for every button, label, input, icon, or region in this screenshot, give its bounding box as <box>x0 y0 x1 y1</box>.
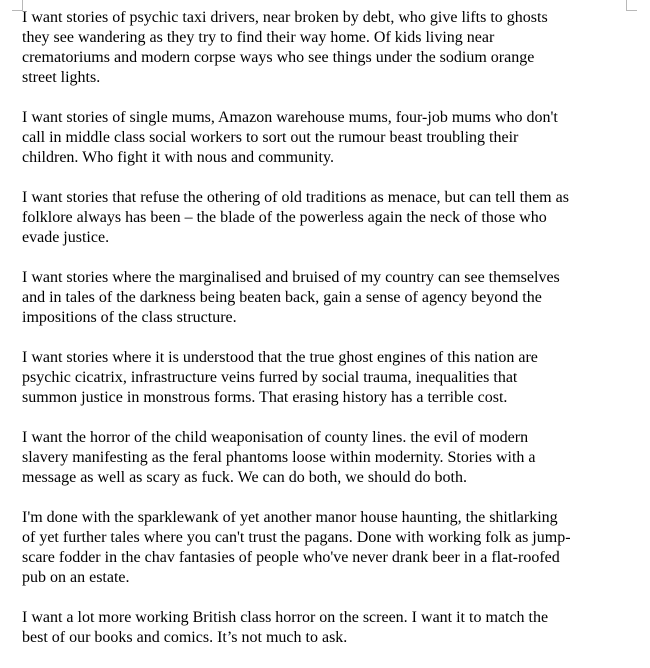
paragraph-1: I want stories of psychic taxi drivers, near broken by debt, who give lifts to ghosts they see wandering as they try to find their way home. Of kids living near crematoriums and modern corpse ways who see things under the sodium orange street lights. <box>22 9 548 86</box>
paragraph-4: I want stories where the marginalised and bruised of my country can see themselves and in tales of the darkness being beaten back, gain a sense of agency beyond the impositions of the class structure. <box>22 269 560 326</box>
paragraph-5: I want stories where it is understood that the true ghost engines of this nation are psychic cicatrix, infrastructure veins furred by social trauma, inequalities that summon justice in monstrous forms. That erasing history has a terrible cost. <box>22 349 538 406</box>
paragraph-6: I want the horror of the child weaponisation of county lines. the evil of modern slavery manifesting as the feral phantoms loose within modernity. Stories with a message as well as scary as fuck. We can do both, we should do both. <box>22 429 536 486</box>
paragraph-8: I want a lot more working British class horror on the screen. I want it to match the best of our books and comics. It’s not much to ask. <box>22 609 549 646</box>
document-body[interactable] <box>22 8 632 648</box>
paragraph-2: I want stories of single mums, Amazon warehouse mums, four-job mums who don't call in middle class social workers to sort out the rumour beast troubling their children. Who fight it with nous and community. <box>22 109 558 166</box>
paragraph-3: I want stories that refuse the othering of old traditions as menace, but can tell them as folklore always has been – the blade of the powerless again the neck of those who evade justice. <box>22 189 569 246</box>
paragraph-7: I'm done with the sparklewank of yet another manor house haunting, the shitlarking of yet further tales where you can't trust the pagans. Done with working folk as jump- scare fodder in the chav fantasies of people who've never drank beer in a flat-roofed pub on an estate. <box>22 509 571 586</box>
